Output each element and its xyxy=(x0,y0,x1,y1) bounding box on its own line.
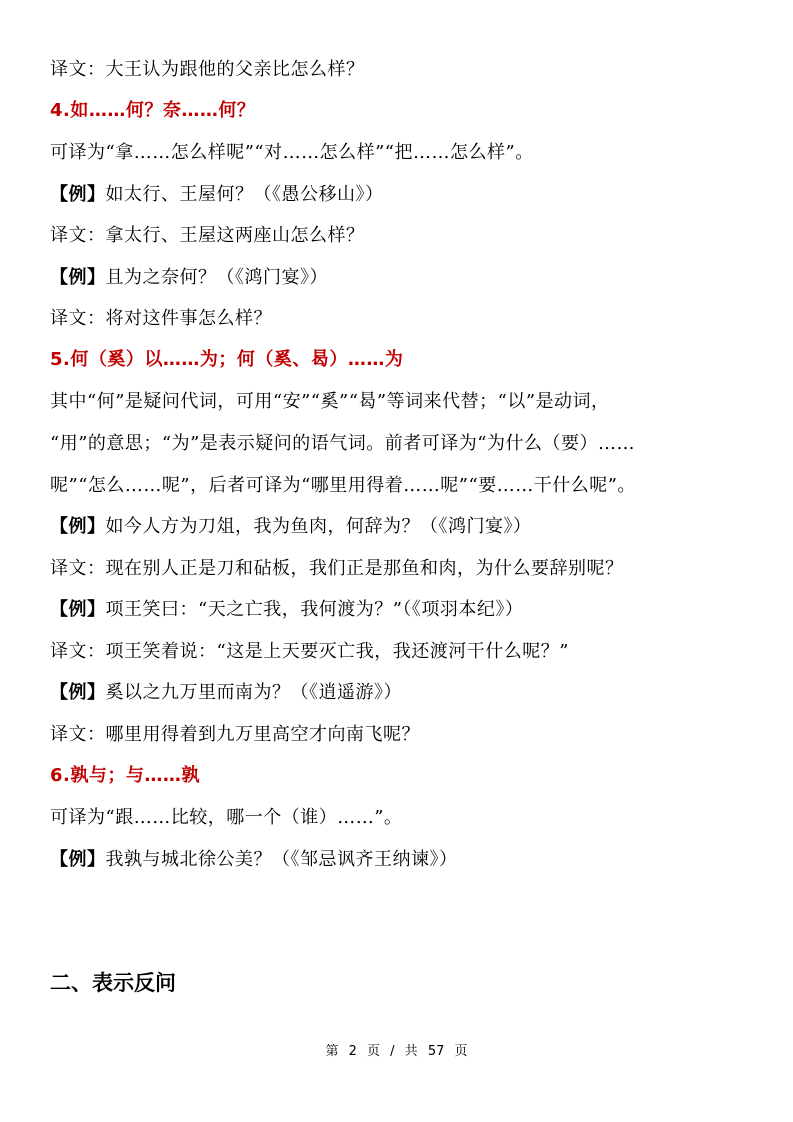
example-line xyxy=(50,264,750,292)
example-text: 项王笑曰：“天之亡我，我何渡为？”（《项羽本纪》） xyxy=(105,599,524,620)
explanation-line: 可译为“拿……怎么样呢”“对……怎么样”“把……怎么样”。 xyxy=(50,142,534,163)
example-tag: 【例】 xyxy=(50,599,106,620)
example-line xyxy=(50,181,750,209)
translation-line: 译文：哪里用得着到九万里高空才向南飞呢？ xyxy=(50,724,420,745)
explanation-line: “用”的意思；“为”是表示疑问的语气词。前者可译为“为什么（要）…… xyxy=(50,433,636,454)
example-text: 如太行、王屋何？（《愚公移山》） xyxy=(105,184,384,205)
example-tag: 【例】 xyxy=(50,516,106,537)
example-tag: 【例】 xyxy=(50,184,106,205)
page-footer: 第 2 页 / 共 57 页 xyxy=(325,1044,468,1059)
section-title: 二、表示反问 xyxy=(50,971,176,995)
example-tag: 【例】 xyxy=(50,267,106,288)
example-text: 如今人方为刀俎，我为鱼肉，何辞为？（《鸿门宴》） xyxy=(105,516,532,537)
translation-line: 译文：现在别人正是刀和砧板，我们正是那鱼和肉，为什么要辞别呢？ xyxy=(50,558,624,579)
pattern-heading-4: 4.如……何？奈……何？ xyxy=(50,100,256,121)
example-line xyxy=(50,596,750,624)
example-line xyxy=(50,679,750,707)
example-text: 奚以之九万里而南为？（《逍遥游》） xyxy=(105,682,402,703)
translation-line: 译文：项王笑着说：“这是上天要灭亡我，我还渡河干什么呢？” xyxy=(50,641,569,662)
translation-line: 译文：大王认为跟他的父亲比怎么样？ xyxy=(50,59,365,80)
pattern-heading-5: 5.何（奚）以……为；何（奚、曷）……为 xyxy=(50,349,404,370)
translation-line: 译文：将对这件事怎么样？ xyxy=(50,308,272,329)
example-tag: 【例】 xyxy=(50,682,106,703)
example-line xyxy=(50,846,750,874)
example-tag: 【例】 xyxy=(50,849,106,870)
explanation-line: 可译为“跟……比较，哪一个（谁）……”。 xyxy=(50,807,403,828)
explanation-line: 呢”“怎么……呢”，后者可译为“哪里用得着……呢”“要……干什么呢”。 xyxy=(50,475,636,496)
explanation-line: 其中“何”是疑问代词，可用“安”“奚”“曷”等词来代替；“以”是动词， xyxy=(50,391,610,412)
example-text: 我孰与城北徐公美？（《邹忌讽齐王纳谏》） xyxy=(105,849,458,870)
example-text: 且为之奈何？（《鸿门宴》） xyxy=(105,267,328,288)
translation-line: 译文：拿太行、王屋这两座山怎么样？ xyxy=(50,225,365,246)
pattern-heading-6: 6.孰与；与……孰 xyxy=(50,765,200,786)
example-line xyxy=(50,513,750,541)
